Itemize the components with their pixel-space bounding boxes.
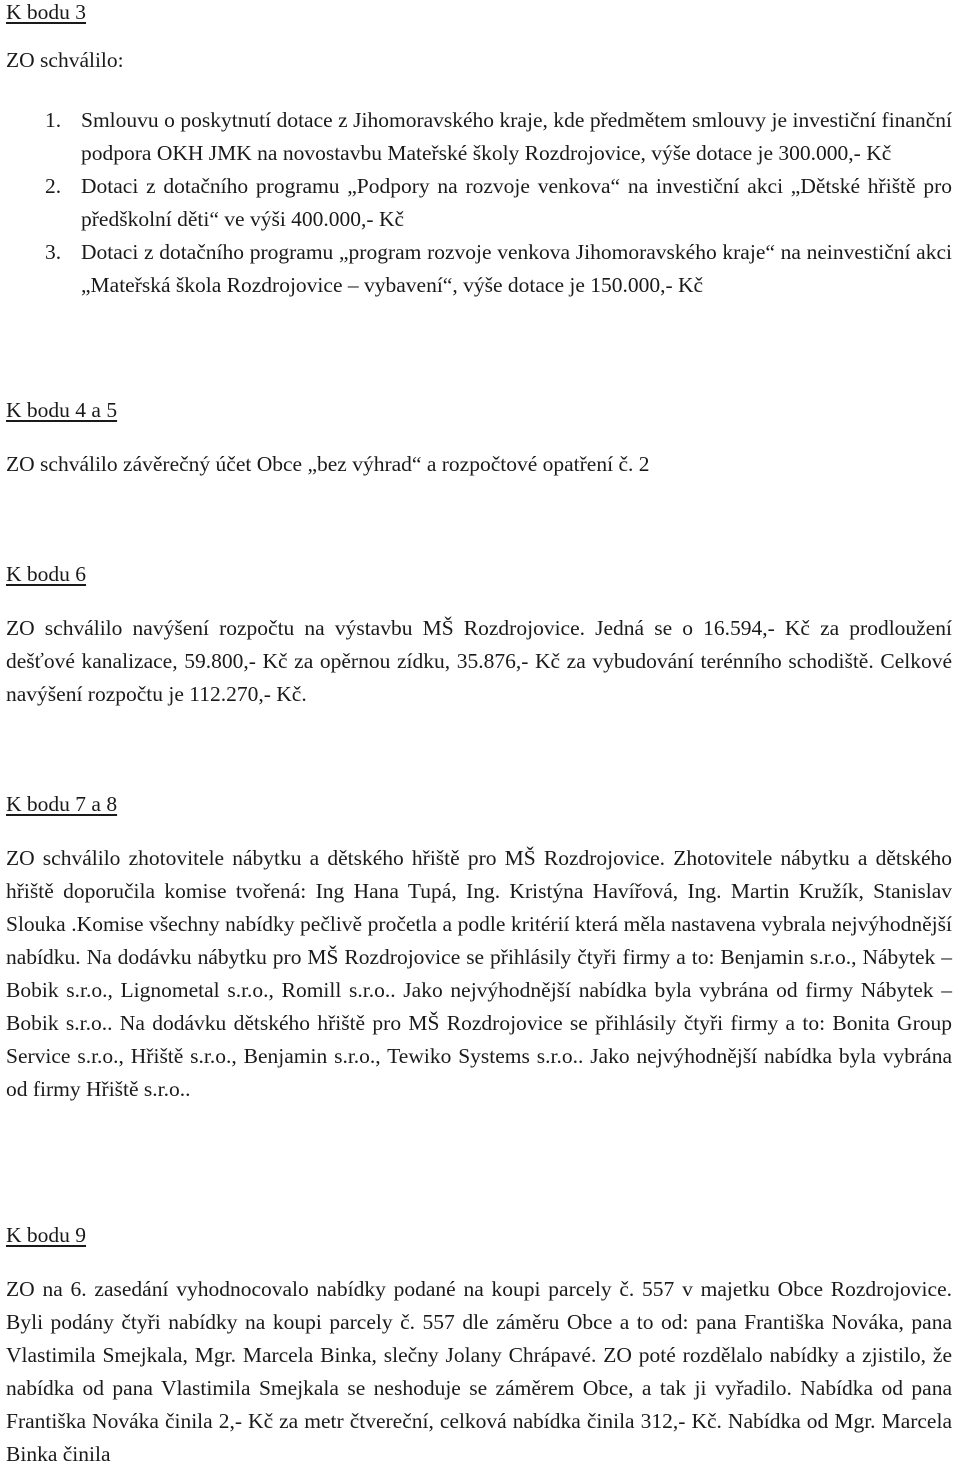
- list-item-text: Dotaci z dotačního programu „program rozvoje venkova Jihomoravského kraje“ na neinvestiční akci „Mateřská škola Rozdrojovice – vybavení“, výše dotace je 150.000,- Kč: [81, 240, 952, 297]
- bod-9-text: ZO na 6. zasedání vyhodnocovalo nabídky podané na koupi parcely č. 557 v majetku Obce Rozdrojovice. Byli podány čtyři nabídky na koupi parcely č. 557 dle záměru Obce a to od: pana Františka Nováka, pana Vlastimila Smejkala, Mgr. Marcela Binka, slečny Jolany Chrápavé. ZO poté rozdělalo nabídky a zjistilo, že nabídka od pana Vlastimila Smejkala se neshoduje se záměrem Obce, a tak ji vyřadilo. Nabídka od pana Františka Nováka činila 2,- Kč za metr čtvereční, celková nabídka činila 312,- Kč. Nabídka od Mgr. Marcela Binka činila: [6, 1277, 952, 1466]
- list-item: [6, 170, 952, 236]
- list-item: [6, 236, 952, 302]
- list-item-text: Smlouvu o poskytnutí dotace z Jihomoravského kraje, kde předmětem smlouvy je investiční finanční podpora OKH JMK na novostavbu Mateřské školy Rozdrojovice, výše dotace je 300.000,- Kč: [81, 108, 952, 165]
- section-heading-bod-3: K bodu 3: [6, 0, 87, 24]
- list-item-number: 2.: [45, 174, 62, 198]
- list-item-number: 1.: [45, 108, 62, 132]
- bod-4-5-text: ZO schválilo závěrečný účet Obce „bez výhrad“ a rozpočtové opatření č. 2: [6, 452, 650, 476]
- section-heading-bod-9: K bodu 9: [6, 1223, 87, 1247]
- list-item-number: 3.: [45, 240, 62, 264]
- bod-3-intro: ZO schválilo:: [6, 48, 124, 72]
- section-heading-bod-4-5: K bodu 4 a 5: [6, 398, 118, 422]
- section-heading-bod-6: K bodu 6: [6, 562, 87, 586]
- section-heading-bod-7-8: K bodu 7 a 8: [6, 792, 118, 816]
- bod-6-text: ZO schválilo navýšení rozpočtu na výstavbu MŠ Rozdrojovice. Jedná se o 16.594,- Kč za prodloužení dešťové kanalizace, 59.800,- Kč za opěrnou zídku, 35.876,- Kč za vybudování terénního schodiště. Celkové navýšení rozpočtu je 112.270,- Kč.: [6, 616, 952, 706]
- list-item-text: Dotaci z dotačního programu „Podpory na rozvoje venkova“ na investiční akci „Dětské hřiště pro předškolní děti“ ve výši 400.000,- Kč: [81, 174, 952, 231]
- bod-3-list: [6, 104, 952, 302]
- bod-7-8-text: ZO schválilo zhotovitele nábytku a dětského hřiště pro MŠ Rozdrojovice. Zhotovitele nábytku a dětského hřiště doporučila komise tvořená: Ing Hana Tupá, Ing. Kristýna Havířová, Ing. Martin Kružík, Stanislav Slouka .Komise všechny nabídky pečlivě pročetla a podle kritérií která měla nastavena vybrala nejvýhodnější nabídku. Na dodávku nábytku pro MŠ Rozdrojovice se přihlásily čtyři firmy a to: Benjamin s.r.o., Nábytek – Bobik s.r.o., Lignometal s.r.o., Romill s.r.o.. Jako nejvýhodnější nabídka byla vybrána od firmy Nábytek – Bobik s.r.o.. Na dodávku dětského hřiště pro MŠ Rozdrojovice se přihlásily čtyři firmy a to: Bonita Group Service s.r.o., Hřiště s.r.o., Benjamin s.r.o., Tewiko Systems s.r.o.. Jako nejvýhodnější nabídka byla vybrána od firmy Hřiště s.r.o..: [6, 846, 952, 1101]
- list-item: [6, 104, 952, 170]
